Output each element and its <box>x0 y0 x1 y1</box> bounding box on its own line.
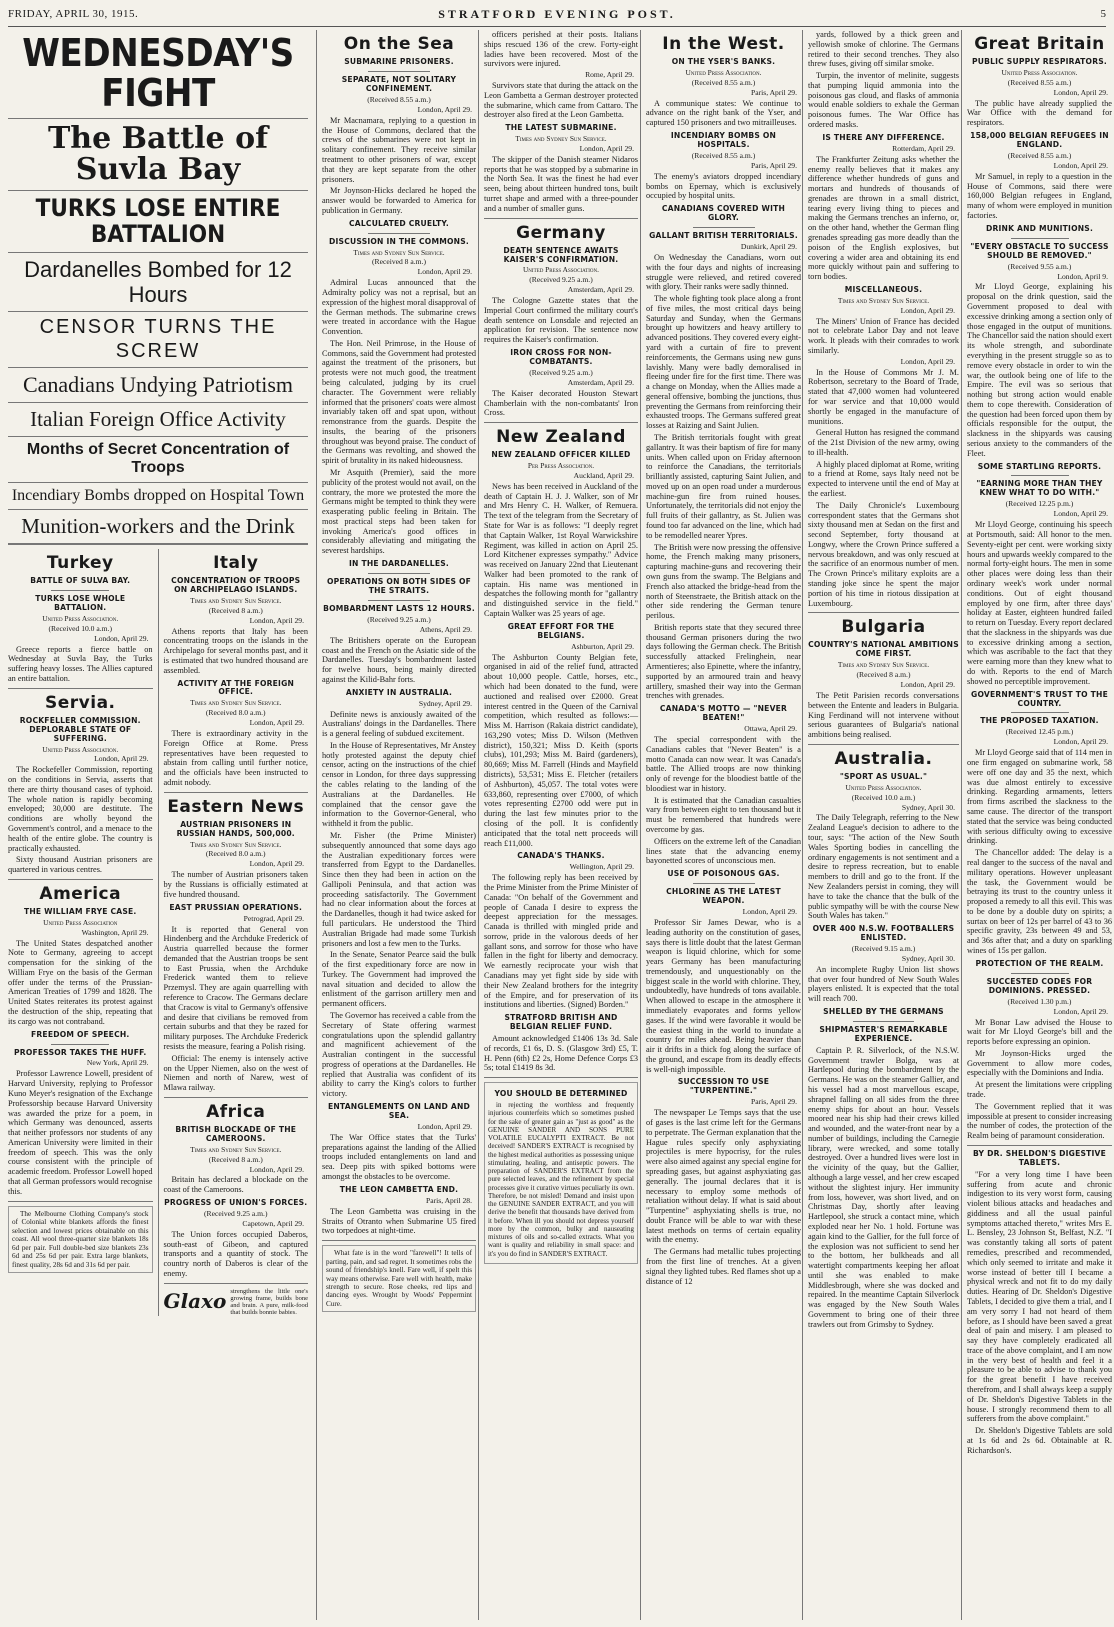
headline-5: CENSOR TURNS THE SCREW <box>39 316 277 362</box>
dateline: London, April 29. <box>417 267 472 277</box>
subhead: ON THE YSER'S BANKS. <box>671 57 776 67</box>
peppermint-cure-advertisement: What fate is in the word "farewell"! It tells of parting, pain, and sad regret. It sometimes robs the sound of friendship's knell. Fare well, if spelt this way means otherwise. Fare well with health, make strength to secure. Rose cheeks, red lips and dancing eyes. Wrought by Woods' Peppermint Cure. <box>322 1245 476 1312</box>
paragraph: The Frankfurter Zeitung asks whether the enemy really believes that it makes any difference whether hundreds of guns and mortars and hundreds of thousands of grenades are thrown in a small district, tearing every living thing to pieces and making the Germans trenches an inferno, or, on the other hand, whether the German fling grenades spreading gas more deadly than the poison of the English explosives, but covering a wider area and obtaining its end more quickly without pain and suffering to torn bodies. <box>808 154 959 282</box>
digestive-tablets-advertisement <box>967 1150 1112 1456</box>
received-time: (Received 8.55 a.m.) <box>367 94 431 104</box>
paragraph: A communique states: We continue to advance on the right bank of the Yser, and captured 150 prisoners and two mitrailleuses. <box>646 98 801 128</box>
paragraph: Mr Macnamara, replying to a question in the House of Commons, declared that the crews of the submarines were not kept in solitary confinement. They receive similar treatment to other prisoners of war, except that they are kept separate from the other prisoners. <box>322 115 476 184</box>
paragraph: The Rockefeller Commission, reporting on the conditions in Servia, asserts that there are thirty thousand cases of typhoid. The whole nation is rapidly becoming enveloped; 30,000 are destitute. The conditions are wholly beyond the Government's control, and a menace to the health of the entire globe. The country is practically exhausted. <box>8 765 153 853</box>
dateline: New York, April 29. <box>86 1058 149 1068</box>
dateline: London, April 29. <box>94 633 149 643</box>
agency-line: United Press Association <box>43 917 118 927</box>
subhead: MISCELLANEOUS. <box>844 284 923 294</box>
subhead: SUBMARINE PRISONERS. <box>344 57 454 67</box>
paragraph: Amount acknowledged £1406 13s 3d. Sale of records, £1 6s, D. S. (Glasgow 3rd) £5, T. H. Penn (6th) £2 2s, Home Defence Corps £3 5s; total £1419 8s 3d. <box>484 1034 638 1073</box>
subhead: SHELLED BY THE GERMANS <box>823 1007 944 1017</box>
paragraph: Professor Sir James Dewar, who is a leading authority on the constitution of gases, says there is little doubt that the latest German weapon is liquid chlorine, which for some years Germany has been manufacturing tremendously, and unquestionably on the biggest scale in the world with chlorine. They, undoubtedly, have hundreds of tons available. When allowed to escape in the atmosphere it immediately evaporates and forms yellow gases. If the wind were favorable it would be the easiest thing in the world to inundate a country for miles ahead. Being heavier than air it drifts in a thick fog along the surface of the ground, and escape from its deadly effects is well-nigh impossible. <box>646 917 801 1074</box>
dateline: Washington, April 29. <box>81 927 149 937</box>
subhead: "SPORT AS USUAL." <box>839 771 928 781</box>
dateline: Paris, April 29. <box>751 160 797 170</box>
subhead: GREAT EFFORT FOR THE BELGIANS. <box>507 621 615 640</box>
ad-heading: YOU SHOULD BE DETERMINED <box>494 1089 628 1099</box>
page-number: 5 <box>1100 8 1106 20</box>
section-in-the-west: In the West. <box>662 34 785 54</box>
agency-line: United Press Association. <box>42 744 119 754</box>
received-time: (Received 10.0 a.m.) <box>48 623 112 633</box>
subhead: CANADA'S THANKS. <box>517 851 605 861</box>
subhead: THE LEON CAMBETTA END. <box>339 1184 459 1194</box>
paragraph: Mr Joynson-Hicks urged the Government to allow more codes, especially with the Dominions and India. <box>967 1048 1112 1078</box>
dateline: London, April 29. <box>249 1164 304 1174</box>
subhead: ENTANGLEMENTS ON LAND AND SEA. <box>327 1102 471 1120</box>
paragraph: Mr Joynson-Hicks declared he hoped the answer would be forwarded to America for publication in Germany. <box>322 186 476 215</box>
paragraph: In the House of Commons Mr J. M. Robertson, secretary to the Board of Trade, stated that 47,000 women had volunteered for war service and that 10,000 would shortly be engaged in the manufacture of munitions. <box>808 367 959 426</box>
dateline: London, April 29. <box>1053 509 1108 519</box>
paragraph: British reports state that they secured three thousand German prisoners during the two days following the German check. The British successfully attacked Frelinghein, near Armentieres; also Epinette, where the infantry, supported by an armoured train and heavy artillery, smashed their way into the German trenches with grenades. <box>646 622 801 701</box>
paragraph: officers perished at their posts. Italians ships rescued 136 of the crew. Forty-eight ladies have been recovered. Most of the survivors were injured. <box>484 30 638 69</box>
paragraph: The Governor has received a cable from the Secretary of State offering warmest congratulations upon the splendid gallantry and magnificent achievement of the Australian contingent in the successful progress of operations at the Dardanelles. He replied that Australia was confident of its ability to carry the King's colors to further victory. <box>322 1011 476 1099</box>
subhead: PUBLIC SUPPLY RESPIRATORS. <box>971 57 1108 67</box>
ad-body: in rejecting the worthless and frequently injurious counterfeits which so sometimes pushed for the sake of greater gain as "just as good" as the GENUINE SANDER AND SONS PURE VOLATILE EUCALYPTI EXTRACT. Be not deceived! SANDER'S EXTRACT is recognised by the highest medical authorities as possessing unique stimulating, healing, and antiseptic powers. The preparation of SANDER'S EXTRACT from the pure selected leaves, and the refinement by special processes give it curative virtues peculiarly its own. Therefore, be not misled! Demand and insist upon the GENUINE SANDER EXTRACT, and you will derive the benefit that thousands have derived from it before. When ill you should not depress yourself more by the common, bulky and nauseating mixtures of oils and so-called extracts. What you want is quality and reliability in small space: and it's you do find in SANDER'S EXTRACT. <box>488 1101 634 1258</box>
subhead: CANADIANS COVERED WITH GLORY. <box>661 204 786 223</box>
section-america: America <box>39 883 122 904</box>
paragraph: Mr Lloyd George, continuing his speech at Portsmouth, said: All honor to the men. Seventy-eight per cent. were working sixty hours and upwards weekly compared to the normal forty-eight hours. The men in some other places were doing less than their ordinary week's work under normal conditions. Out of eight thousand employed by one firm, after three days' holiday at Easter, eighteen hundred failed to return on Tuesday. Every report declared that the slackness in the shipyards was due to excessive drinking among a section, which was ascribable to the fact that they were earning more than they knew what to do with. Reports to the end of March showed no perceptible improvement. <box>967 520 1112 686</box>
subhead: IN THE DARDANELLES. <box>349 559 449 569</box>
paragraph: Definite news is anxiously awaited of the Australians' doings in the Dardanelles. There is a general feeling of subdued excitement. <box>322 709 476 739</box>
dateline: London, April 9. <box>1057 271 1108 281</box>
dateline: London, April 29. <box>1053 1006 1108 1016</box>
headline-6: Canadians Undying Patriotism <box>22 372 294 398</box>
subhead: BOMBARDMENT LASTS 12 HOURS. <box>323 603 475 613</box>
received-time: (Received 1.30 p.m.) <box>1007 996 1072 1006</box>
subhead: DEATH SENTENCE AWAITS KAISER'S CONFIRMATION. <box>503 245 619 264</box>
paragraph: News has been received in Auckland of the death of Captain H. J. J. Walker, son of Mr and Mrs Henry C. H. Walker, of Remuera. The text of the telegram from the Secretary of State for War is as follows: "I deeply regret that Captain Walker, 1st Royal Warwickshire Regiment, was killed in action on April 25. Lord Kitchener expresses sympathy." Advice was received on January 22nd that Lieutenant Walker had been promoted to the rank of captain. His name was mentioned in despatches the following month for "gallantry and distinguished service in the field." Captain Walker was 25 years of age. <box>484 481 638 619</box>
subhead: CALCULATED CRUELTY. <box>349 218 449 228</box>
dateline: Sydney, April 30. <box>901 802 955 812</box>
received-time: (Received 12.25 p.m.) <box>1005 499 1074 509</box>
paragraph: The enemy's aviators dropped incendiary bombs on Epernay, which is exclusively occupied by hospital units. <box>646 171 801 201</box>
column-4 <box>640 30 806 1620</box>
agency-line: United Press Association. <box>522 265 600 275</box>
subhead: INCENDIARY BOMBS ON HOSPITALS. <box>670 130 777 149</box>
agency-line: United Press Association. <box>845 782 922 792</box>
subhead: THE PROPOSED TAXATION. <box>980 716 1099 726</box>
subhead: "EARNING MORE THAN THEY KNEW WHAT TO DO WITH." <box>976 479 1103 498</box>
section-servia: Servia. <box>45 692 116 713</box>
column-6 <box>961 30 1112 1620</box>
dateline: London, April 29. <box>249 615 304 625</box>
paragraph: Captain P. R. Silverlock, of the N.S.W. Government trawler Bolga, was at Hartlepool during the bombardment by the Germans. He was on the steamer Gallier, and his vessel had a most marvellous escape, shrapnel falling on all sides from the three enemy ships for about an hour. Vessels moored near his ship had their crews killed and wounded, and the water-front near by a number of buildings, including the Carnegie library, were wrecked, and some totally destroyed. Over a hundred lives were lost in the vicinity of the quay, but the Gallier, although a large vessel, and her crew escaped without the slightest injury. Her immunity from loss, however, was short lived, and on Christmas Day, shortly after leaving Hartlepool, she struck a contact mine, which exploded near her No. 1 hold. Fortune was again kind to the Gallier, for the full force of the explosion was not sufficient to send her to the bottom, her bulkheads and all watertight compartments keeping her afloat until she was enabled to make Middlesbrough, where she was docked and repaired. In the meantime Captain Silverlock was engaged by the New South Wales Government to bring one of their three trawlers out from Grimsby to Sydney. <box>808 1045 959 1329</box>
received-time: (Received 9.55 a.m.) <box>1007 261 1072 271</box>
paragraph: At present the limitations were crippling trade. <box>967 1080 1112 1099</box>
subhead: STRATFORD BRITISH AND BELGIAN RELIEF FUND. <box>504 1013 618 1032</box>
agency-line: Per Press Association. <box>527 461 595 471</box>
section-australia: Australia. <box>834 748 933 769</box>
paragraph: It is estimated that the Canadian casualties vary from between eight to ten thousand but it must be remembered that hundreds were overcome by gas. <box>646 795 801 834</box>
received-time: (Received 8.55 a.m.) <box>691 77 756 87</box>
received-time: (Received 9.25 a.m.) <box>529 275 593 285</box>
dateline: London, April 29. <box>249 859 304 869</box>
paragraph: Athens reports that Italy has been concentrating troops on the islands in the Archipelago for several months past, and it is estimated that two hundred thousand are assembled. <box>163 626 308 675</box>
dateline: London, April 29. <box>742 906 797 916</box>
received-time: (Received 8.55 a.m.) <box>1007 77 1072 87</box>
received-time: (Received 12.45 p.m.) <box>1005 727 1074 737</box>
headline-4: Dardanelles Bombed for 12 Hours <box>24 256 292 307</box>
subhead: 158,000 BELGIAN REFUGEES IN ENGLAND. <box>970 130 1109 149</box>
paragraph: The War Office states that the Turks' preparations against the landing of the Allied troops included entanglements on land and sea. Deep pits with spiked bottoms were amongst the obstacles to be overcome. <box>322 1132 476 1182</box>
paragraph: An incomplete Rugby Union list shows that over four hundred of New South Wales players enlisted. It is expected that the total will reach 700. <box>808 964 959 1004</box>
section-great-britain: Great Britain <box>974 34 1105 54</box>
received-time: (Received 8 a.m.) <box>208 605 263 615</box>
subhead: CHLORINE AS THE LATEST WEAPON. <box>666 887 781 906</box>
subhead: SOME STARTLING REPORTS. <box>977 461 1102 471</box>
paragraph: The Cologne Gazette states that the Imperial Court confirmed the military court's death sentence on Lonsdale and rejected an application for revision. The sentence now requires the Kaiser's confirmation. <box>484 296 638 345</box>
subhead: THE WILLIAM FRYE CASE. <box>24 906 137 916</box>
dateline: London, April 29. <box>900 356 955 366</box>
dateline: Amsterdam, April 29. <box>567 377 634 387</box>
masthead <box>8 4 1106 27</box>
subhead: COUNTRY'S NATIONAL AMBITIONS COME FIRST. <box>808 640 959 659</box>
dateline: London, April 29. <box>1053 737 1108 747</box>
section-germany: Germany <box>516 222 606 243</box>
dateline: Dunkirk, April 29. <box>740 242 797 251</box>
dateline: Amsterdam, April 29. <box>567 285 634 295</box>
subhead: CONCENTRATION OF TROOPS ON ARCHIPELAGO ISLANDS. <box>171 576 301 594</box>
subhead: AUSTRIAN PRISONERS IN RUSSIAN HANDS, 500,000. <box>176 819 295 838</box>
subhead: BATTLE OF SULVA BAY. <box>30 576 131 586</box>
glaxo-logo: Glaxo <box>163 1289 227 1314</box>
subhead: USE OF POISONOUS GAS. <box>667 869 780 879</box>
column-5 <box>802 30 964 1620</box>
subhead: FREEDOM OF SPEECH. <box>31 1029 130 1039</box>
section-africa: Africa <box>206 1101 266 1122</box>
headline-2: The Battle of Suvla Bay <box>47 120 269 188</box>
received-time: (Received 9.25 a.m.) <box>529 367 593 377</box>
dateline: London, April 29. <box>94 754 149 764</box>
subhead: ACTIVITY AT THE FOREIGN OFFICE. <box>177 678 295 697</box>
paragraph: The Daily Chronicle's Luxembourg correspondent states that the Germans shot sixty thousand men at Sedan on the first and second September, forty thousand at Longwy, where the Crown Prince suffered a nervous breakdown, and was only rescued at the sacrifice of an enormous number of men. The Crown Prince's military exploits are a standing joke since he spent the major portion of his time in riotous dissipation at Luxembourg. <box>808 500 959 608</box>
dateline: Paris, April 28. <box>426 1195 472 1205</box>
subhead: THE LATEST SUBMARINE. <box>505 123 617 133</box>
dateline: London, April 29. <box>900 679 955 689</box>
paragraph: A highly placed diplomat at Rome, writing to a friend at Rome, says Italy need not be expected to intervene until the end of May at the earliest. <box>808 459 959 498</box>
paragraph: The United States despatched another Note to Germany, agreeing to accept compensation for the sinking of the William Frye on the basis of the German offer under the terms of the Prussian-American Treaties of 1799 and 1828. The United States reiterates its protest against the destruction of the ship, repeating that its cargo was not contraband. <box>8 938 153 1026</box>
dateline: Ottawa, April 29. <box>744 724 797 734</box>
paragraph: The public have already supplied the War Office with the demand for respirators. <box>967 98 1112 128</box>
agency-line: Times and Sydney Sun Service. <box>353 247 445 257</box>
ad-body: "For a very long time I have been suffering from acute and chronic indigestion to its very worst form, causing violent bilious attacks and headaches and giddiness and all the usual painful symptoms attached thereto," writes Mrs E. L. Bensley, 23 Johnson St, Belfast, N.Z. "I was constantly taking all sorts of patent remedies, prescribed and recommended, which only seemed to irritate and make it worse instead of better till I became a physical wreck and not fit to do my daily duties. Hearing of Dr. Sheldon's Digestive Tablets, I decided to give them a trial, and I am very sorry I had not heard of them before, as I should have been saved a great deal of pain and misery. I am pleased to say they have completely eradicated all trace of the above complaint, and I am now in the very best of health and feel it a pleasure to be able to advise to thank you for the great benefit I have received therefrom, and I shall always keep a supply of Dr. Sheldon's Digestive Tablets in the house. I strongly recommend them to all sufferers from the above complaint." <box>967 1169 1112 1424</box>
agency-line: Times and Sydney Sun Service. <box>515 134 607 144</box>
dateline: London, April 29. <box>900 305 955 315</box>
subhead: OPERATIONS ON BOTH SIDES OF THE STRAITS. <box>326 577 472 595</box>
paragraph: Mr. Fisher (the Prime Minister) subsequently announced that some days ago the Australian expeditionary forces were transferred from Egypt to the Dardanelles. Since then they had been in action on the Gallipoli Peninsula, and that action was proceeding satisfactorily. The Government had no clear information about the forces at the Dardanelles, though it had twice asked for full particulars. He understood the Third Australian Brigade had made some Turkish prisoners and lost a few men to the Turks. <box>322 830 476 948</box>
paragraph: In the Senate, Senator Pearce said the bulk of the first expeditionary force are now in Turkey. The Government had improved the naval situation and decided to allow the enlistment of the garrison artillery men and permanent officers. <box>322 950 476 1009</box>
paragraph: Mr Asquith (Premier), said the more publicity of the protest would not avail, on the contrary, the more we protested the more the Germans might be tempted to think they were exasperating public feeling in Britain. The most practical steps had been taken for invoking America's good offices in considerably alleviating and mitigating the severest hardships. <box>322 468 476 556</box>
dateline: Paris, April 29. <box>751 1097 797 1107</box>
dateline: London, April 29. <box>1053 87 1108 97</box>
section-bulgaria: Bulgaria <box>841 617 926 638</box>
sander-extract-advertisement <box>484 1082 638 1264</box>
received-time: (Received 9.15 a.m.) <box>851 943 916 953</box>
paragraph: Professor Lawrence Lowell, president of Harvard University, replying to Professor Kuno Meyer's resignation of the Exchange Professorship because Harvard University was awarded the prize for a poem, in which Germany was denounced, asserts that neither professors nor students of any American University were limited in their freedom of speech. This was the only course consistent with the principle of academic freedom. Professor Lowell hoped that all German professors would recognise this. <box>8 1069 153 1196</box>
paragraph: The newspaper Le Temps says that the use of gases is the last crime left for the Germans to perpetrate. The German explanation that the Hague rules specify only asphyxiating projectiles is mere hypocrisy, for the rules were also aimed against any special engine for spreading gases, but against asphyxiating gas generally. The journal declares that it is necessary to employ some methods of retaliation without delay. If what is said about "Turpentine" asphyxiating shells is true, no doubt France will be able to war with these latest methods on terms of certain equality with the enemy. <box>646 1108 801 1245</box>
paragraph: The Britishers operate on the European coast and the French on the Asiatic side of the Dardanelles. Tuesday's bombardment lasted for twelve hours, being mainly directed against the Kilid-Bahr forts. <box>322 635 476 684</box>
received-time: (Received 8.0 a.m.) <box>205 708 266 718</box>
subhead: TURKS LOSE WHOLE BATTALION. <box>35 594 126 612</box>
paragraph: Sixty thousand Austrian prisoners are quartered in various centres. <box>8 855 153 875</box>
received-time: (Received 8.0 a.m.) <box>205 849 266 859</box>
dateline: Capetown, April 29. <box>242 1218 304 1228</box>
paragraph: The Kaiser decorated Houston Stewart Chamberlain with the non-combatants' Iron Cross. <box>484 388 638 418</box>
ad-heading: BY DR. SHELDON'S DIGESTIVE TABLETS. <box>972 1148 1107 1167</box>
dateline: London, April 29. <box>417 1121 472 1131</box>
paragraph: In the House of Representatives, Mr Anstey hotly protested against the deputy chief censor, acting on the instructions of the chief censor in London, for three days suppressing the cables relating to the landing of the Australians at the Dardanelles. He complained that the censor gave the information to the Governor-General, who withheld it from the public. <box>322 740 476 829</box>
column-2 <box>316 30 481 1620</box>
received-time: (Received 8 a.m.) <box>372 257 426 267</box>
section-eastern-news: Eastern News <box>167 796 305 817</box>
paragraph: Mr Lloyd George, explaining his proposal on the drink question, said the Government proposed to deal with excessive drinking among a section only of those engaged in the output of munitions. The Chancellor said the nation should exert its whole strength, and subordinate everything in the present struggle so as to remove every obstacle in order to win the war, the outlook being one of life to the Empire. The evil was so serious that nothing but strong action would enable them to cope therewith. Consideration of the question had been forced upon them by officials responsible for the output, the slackness in the shipyards was causing serious anxiety to the commanders of the Fleet. <box>967 282 1112 458</box>
paragraph: The British territorials fought with great gallantry. It was their baptism of fire for many units. When called upon on Friday afternoon to reinforce the Canadians, the territorials brilliantly assisted, capturing Saint Julien, and moved up on an open road under a murderous machine-gun fire from ruined houses. Unfortunately, the territorials did not enjoy the full fruits of their gallantry, as St. Julien was found too far advanced on the line, which had to be remodelled nearer Ypres. <box>646 433 801 540</box>
subhead: OVER 400 N.S.W. FOOTBALLERS ENLISTED. <box>812 924 955 943</box>
subhead: ROCKFELLER COMMISSION. DEPLORABLE STATE OF SUFFERING. <box>19 715 141 743</box>
paragraph: yards, followed by a thick green and yellowish smoke of chlorine. The Germans retired to their second trenches. They also threw fuses, giving off similar smoke. <box>808 30 959 69</box>
paper-title: STRATFORD EVENING POST. <box>438 7 676 21</box>
subhead: SUCCESTED CODES FOR DOMINIONS. PRESSED. <box>986 976 1093 995</box>
dateline: London, April 29. <box>579 143 634 153</box>
received-time: (Received 10.0 a.m.) <box>851 792 916 802</box>
paragraph: The Government replied that it was impossible at present to consider increasing the number of codes, the protection of the Realm being of paramount consideration. <box>967 1101 1112 1141</box>
paragraph: The Daily Telegraph, referring to the New Zealand League's decision to adhere to the tour, says: "The action of the New South Wales Sporting bodies in cancelling the ordinary engagements is not sentiment and a desire to repress recreation, but to enable members to drill and go to the front. If the New Zealanders persist in coming, they will have to take the chance that the bulk of the public sympathy will be with the course New South Wales has taken." <box>808 813 959 921</box>
blankets-advertisement: The Melbourne Clothing Company's stock of Colonial white blankets affords the finest selection and lowest prices obtainable on this coast. All wool three-quarter size blankets 18s 6d per pair. Full double-bed size blankets 23s 6d and 25s 6d per pair. Extra large blankets, finest quality, 28s 6d and 31s 6d per pair. <box>8 1206 153 1273</box>
main-headline-block <box>8 31 308 545</box>
paragraph: Survivors state that during the attack on the Leon Gambetta a German destroyer protected the submarine, which came from Cattaro. The destroyer also fired at the Leon Gambetta. <box>484 81 638 120</box>
paragraph: The Leon Gambetta was cruising in the Straits of Otranto when Submarine U5 fired two torpedoes at night-time. <box>322 1206 476 1236</box>
subhead: GOVERNMENT'S TRUST TO THE COUNTRY. <box>971 689 1108 708</box>
paragraph: The Petit Parisien records conversations between the Entente and leaders in Bulgaria. King Ferdinand will not intervene without serious guarantees of Bulgaria's national ambitions being realised. <box>808 690 959 740</box>
glaxo-text: strengthens the little one's growing frame, builds bone and brain. A pure, milk-food that builds bonnie babies. <box>230 1287 308 1317</box>
paragraph: The special correspondent with the Canadians cables that "Never Beaten" is a motto Canada can now wear. It was Canada's battle. The Allied troops are now thinking only of revenge for the bloodiest battle of the bloodiest war in history. <box>646 734 801 793</box>
agency-line: Times and Sydney Sun Service. <box>190 1144 282 1154</box>
paragraph: The number of Austrian prisoners taken by the Russians is officially estimated at five hundred thousand. <box>163 870 308 899</box>
received-time: (Received 9.25 a.m.) <box>367 614 431 624</box>
paragraph: The Union forces occupied Daberos, south-east of Gibeon, and captured transports and a quantity of stock. The country north of Daberos is clear of the enemy. <box>163 1229 308 1278</box>
subhead: IRON CROSS FOR NON-COMBATANTS. <box>510 348 612 366</box>
received-time: (Received 8 a.m.) <box>208 1154 263 1164</box>
received-time: (Received 8.55 a.m.) <box>1007 150 1072 160</box>
subhead: DISCUSSION IN THE COMMONS. <box>329 236 469 246</box>
headline-1: WEDNESDAY'S FIGHT <box>22 31 294 115</box>
paragraph: The Chancellor added: The delay is a real danger to the success of the naval and military operations. However unpleasant the task, the Government would be betraying its trust to the country unless it proposed a remedy to all this evil. This was to be done by a double duty on spirits; a surtax on beer of 12s per barrel of 43 to 36 specific gravity, 23s between 49 and 53, and 36s after that; and a duty on sparkling wines of 15s per gallon. <box>967 848 1112 955</box>
subhead: SEPARATE, NOT SOLITARY CONFINEMENT. <box>341 75 457 93</box>
dateline: London, April 29. <box>1053 160 1108 170</box>
dateline: Rome, April 29. <box>585 70 634 80</box>
subcolumn-right <box>159 549 309 1316</box>
subhead: "EVERY OBSTACLE TO SUCCESS SHOULD BE REMOVED." <box>970 241 1109 260</box>
column-3 <box>478 30 643 1620</box>
subhead: PROFESSOR TAKES THE HUFF. <box>14 1047 147 1057</box>
dateline: Rotterdam, April 29. <box>892 143 955 153</box>
received-time: (Received 9.25 a.m.) <box>204 1208 268 1218</box>
headline-3: TURKS LOSE ENTIRE BATTALION <box>35 193 281 249</box>
dateline: Sydney, April 29. <box>418 698 472 708</box>
received-time: (Received 8 a.m.) <box>856 670 911 680</box>
subhead: NEW ZEALAND OFFICER KILLED <box>491 450 631 460</box>
agency-line: Times and Sydney Sun Service. <box>190 595 282 605</box>
section-turkey: Turkey <box>46 553 114 573</box>
agency-line: Times and Sydney Sun Service. <box>190 839 282 849</box>
subhead: EAST PRUSSIAN OPERATIONS. <box>169 902 303 912</box>
paragraph: Mr Samuel, in reply to a question in the House of Commons, said there were 160,000 Belgian refugees in England, many of whom were employed in munition factories. <box>967 171 1112 220</box>
paragraph: Greece reports a fierce battle on Wednesday at Suvla Bay, the Turks suffering heavy losses. The Allies captured an entire battalion. <box>8 644 153 683</box>
headline-7: Italian Foreign Office Activity <box>30 407 286 432</box>
issue-date: FRIDAY, APRIL 30, 1915. <box>8 8 139 20</box>
paragraph: Britain has declared a blockade on the coast of the Cameroons. <box>163 1175 308 1195</box>
paragraph: The following reply has been received by the Prime Minister from the Prime Minister of Canada: "On behalf of the Government and people of Canada I desire to express the deepest appreciation for the messages. Canada is thrilled with mingled pride and sorrow, pride in the valorous deeds of her gallant sons, and sorrow for those who have fallen in the fight for liberty and democracy. We earnestly reciprocate your wish that Canadians may yet fight side by side with their New Zealand brothers for the integrity of the Empire, and for preservation of its institutions and liberties. (Signed) Borden." <box>484 873 638 1010</box>
paragraph: On Wednesday the Canadians, worn out with the four days and nights of increasing struggle were relieved, and retired covered with glory. Their ranks were sadly thinned. <box>646 252 801 292</box>
agency-line: Times and Sydney Sun Service. <box>837 660 930 670</box>
agency-line: United Press Association. <box>1001 68 1078 77</box>
subhead: BRITISH BLOCKADE OF THE CAMEROONS. <box>175 1124 297 1143</box>
paragraph: The whole fighting took place along a front of five miles, the most critical days being Saturday and Sunday, when the Germans brought up howitzers and heavy artillery to advanced positions. They covered every eight-yard with a curtain of fire to prevent reinforcements, the Germans using new guns lavishly. Many were badly demoralised in fleeing under fire for the first time. There was a change on Monday, when the Allies made a general offensive, bombing the junctions, thus preventing the Germans from reinforcing their exhausted troops. The Germans suffered great losses at Raizing and Saint Julien. <box>646 294 801 431</box>
dateline: London, April 29. <box>249 718 304 728</box>
subhead: GALLANT BRITISH TERRITORIALS. <box>649 231 798 241</box>
subhead: PROGRESS OF UNION'S FORCES. <box>164 1198 308 1208</box>
paragraph: Turpin, the inventor of melinite, suggests that pumping liquid ammonia into the poisonous gas cloud, and flasks of ammonia would enable soldiers to exhale the German poisonous fumes. The War Office has ordered masks. <box>808 71 959 130</box>
dateline: Sydney, April 30. <box>901 953 955 963</box>
paragraph: Official: The enemy is intensely active on the Upper Niemen, also on the west of Niemen and north of Narew, west of Mlawa railway. <box>163 1053 308 1093</box>
dateline: Athens, April 29. <box>419 624 472 634</box>
agency-line: United Press Association. <box>42 613 119 623</box>
dateline: London, April 29. <box>417 104 472 114</box>
paragraph: There is extraordinary activity in the Foreign Office at Rome. Press representatives have been requested to abstain from calling until further notice, and the officials have been instructed to admit nobody. <box>163 729 308 787</box>
headline-9: Incendiary Bombs dropped on Hospital Town <box>11 486 305 504</box>
paragraph: It is reported that General von Hindenberg and the Archduke Frederick of Austria quarrelled because the former demanded that the Austrian troops be sent to East Prussia, when the Archduke Frederick wanted them to relieve Przemysl. They are again quarrelling with reference to Cracow. The Germans declare that Cracow is vital to Germany's offensive and desire that civilians be removed from certain suburbs and that they be razed for military purposes. The Archduke Frederick resists the measure, fearing a Polish rising. <box>163 924 308 1051</box>
subhead: CANADA'S MOTTO — "NEVER BEATEN!" <box>659 704 788 723</box>
paragraph: Officers on the extreme left of the Canadian lines state that the advancing enemy bayonetted scores of unconscious men. <box>646 836 801 866</box>
paragraph: Mr Bonar Law advised the House to wait for Mr Lloyd George's bill and the reports before expressing an opinion. <box>967 1017 1112 1047</box>
lower-subcolumns <box>8 549 308 1316</box>
subhead: ANXIETY IN AUSTRALIA. <box>345 687 453 697</box>
subhead: PROTECTION OF THE REALM. <box>975 958 1104 968</box>
paragraph: The Ashburton County Belgian fete, organised in aid of the relief fund, attracted about 10,000 people. Cattle, horses, etc., which had been donated to the fund, were auctioned and realised over £2000. Great interest centred in the Queen of the Carnival competition, which resulted as follows:—Miss M. Harrison (Rakaia district candidate), 163,290 votes; Miss D. Wilson (Methven district), 150,321; Miss D. Keith (sports clubs), 101,293; Miss M. Baird (gardeners), 80,669; Miss M. Farrell (Hinds and Mayfield districts), 53,531; Miss E. Fletcher (retailers of Ashburton), 45,057. The total votes were 633,860, representing over £7000, of which votes representing £2700 odd were put in during the last few minutes prior to the closing of the poll. It is confidently anticipated that the total nett proceeds will reach £11,000. <box>484 652 638 848</box>
paragraph: Admiral Lucas announced that the Admiralty policy was not a reprisal, but an expression of the highest moral disapproval of the German methods. The submarine crews were treated in accordance with the Hague Convention. <box>322 278 476 337</box>
dateline: Auckland, April 29. <box>573 470 634 480</box>
headline-8: Months of Secret Concentration of Troops <box>26 441 290 477</box>
subhead: SHIPMASTER'S REMARKABLE EXPERIENCE. <box>819 1024 948 1043</box>
ad-footer: Dr. Sheldon's Digestive Tablets are sold at 1s 6d and 2s 6d. Obtainable at R. Richardson's. <box>967 1426 1112 1455</box>
paragraph: The Hon. Neil Primrose, in the House of Commons, said the Government had protested against the treatment of the prisoners, but protests were not much good, the treatment being calculated, judging by its cruel character. The Government were reliably informed that the prisoners' coats were almost invariably taken off and spat upon, without remonstrance from the guards. Despite the insults, the bearing of the prisoners throughout was beyond praise. The conduct of the Germans was revolting, and showed the spirit of brutality in its naked hideousness. <box>322 338 476 466</box>
agency-line: Times and Sydney Sun Service. <box>837 295 930 305</box>
subcolumn-left <box>8 549 159 1316</box>
subhead: IS THERE ANY DIFFERENCE. <box>822 132 945 142</box>
subhead: DRINK AND MUNITIONS. <box>985 223 1094 233</box>
glaxo-advertisement <box>164 1288 309 1317</box>
headline-10: Munition-workers and the Drink <box>21 514 295 539</box>
section-italy: Italy <box>213 553 259 573</box>
received-time: (Received 8.55 a.m.) <box>691 150 756 160</box>
dateline: Petrograd, April 29. <box>243 913 304 923</box>
paragraph: The Miners' Union of France has decided not to celebrate Labor Day and not leave work. It pleads with their comrades to work similarly. <box>808 316 959 355</box>
paragraph: Mr Lloyd George said that of 114 men in one firm engaged on submarine work, 58 were off one day and 35 the next, which was due almost entirely to excessive drinking. Regarding armaments, letters from firms ascribed the slackness to the same cause. The director of the transport stated that the service was being conducted with serious difficulty owing to excessive drinking. <box>967 748 1112 846</box>
section-new-zealand: New Zealand <box>496 427 626 448</box>
dateline: Paris, April 29. <box>751 87 797 97</box>
agency-line: Times and Sydney Sun Service. <box>190 698 282 708</box>
paragraph: The British were now pressing the offensive home, the French making many prisoners, capturing machine-guns and recovering their own guns from the swamp. The Belgians and French also attacked the bridge-head from the north of Steenstraete, the British attack on the other side rendering the German tenure perilous. <box>646 542 801 621</box>
column-1 <box>8 30 314 1620</box>
paragraph: The Germans had metallic tubes projecting from the first line of trenches. At a given signal they lighted tubes. Red flames shot up a distance of 12 <box>646 1247 801 1286</box>
paragraph: General Hutton has resigned the command of the 21st Division of the new army, owing to ill-health. <box>808 428 959 457</box>
paragraph: The skipper of the Danish steamer Nidaros reports that he was stopped by a submarine in the North Sea. It was the finest he had ever seen, being about thirteen hundred tons, built turret shape and armed with a three-pounder and a number of smaller guns. <box>484 154 638 213</box>
subhead: SUCCESSION TO USE "TURPENTINE." <box>677 1077 770 1096</box>
section-on-the-sea: On the Sea <box>343 34 455 54</box>
dateline: Wellington, April 29. <box>569 862 634 872</box>
dateline: Ashburton, April 29. <box>571 641 634 651</box>
agency-line: United Press Association. <box>685 68 762 77</box>
